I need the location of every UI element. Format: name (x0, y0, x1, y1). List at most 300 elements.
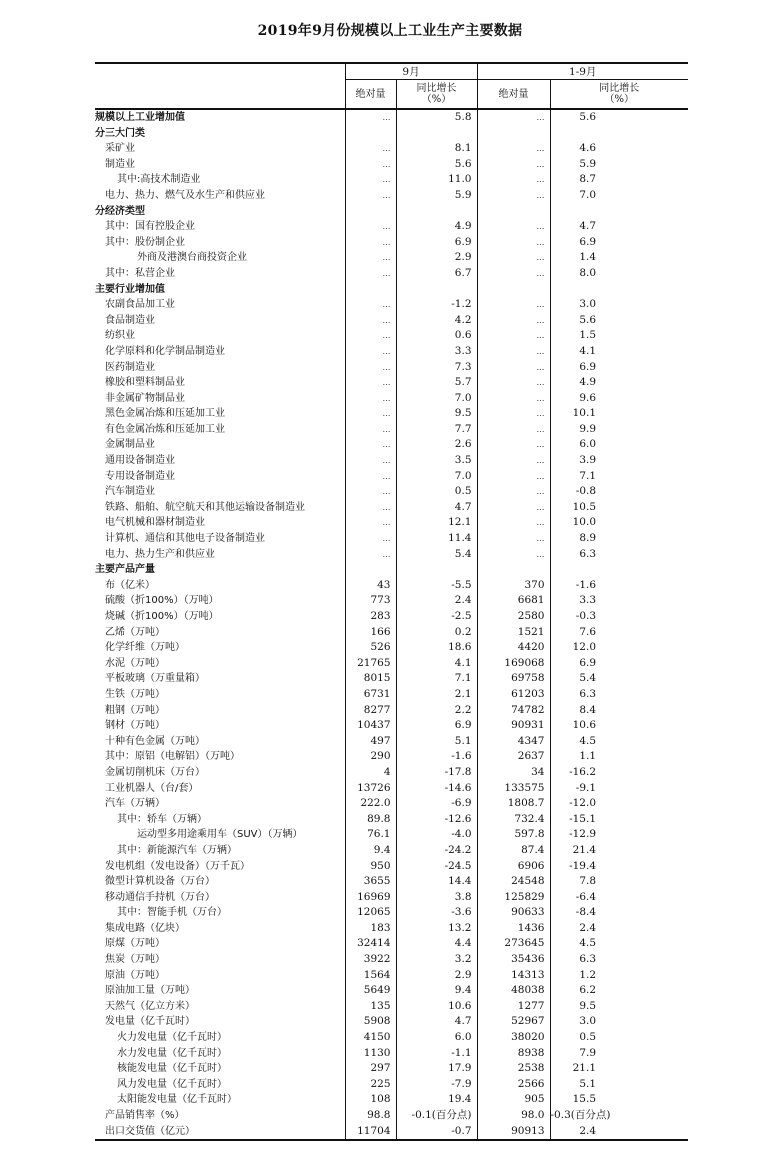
row-label: 布（亿米） (95, 578, 345, 594)
month-yoy: 4.9 (396, 219, 477, 235)
month-yoy: -3.6 (396, 905, 477, 921)
ytd-yoy: 4.9 (579, 376, 597, 389)
month-yoy (396, 282, 477, 298)
ytd-yoy: 6.2 (579, 984, 597, 997)
ytd-yoy: 7.9 (579, 1046, 597, 1059)
month-yoy: -6.9 (396, 796, 477, 812)
table-row (95, 235, 688, 251)
row-label: 出口交货值（亿元） (95, 1124, 345, 1141)
month-yoy: 18.6 (396, 640, 477, 656)
row-label: 食品制造业 (95, 313, 345, 329)
ytd-yoy: -6.4 (575, 890, 597, 903)
table-row (95, 843, 688, 859)
ytd-yoy: 7.8 (579, 875, 597, 888)
table-row (95, 453, 688, 469)
ytd-yoy: 4.6 (579, 142, 597, 155)
header-month-yoy (396, 80, 477, 110)
table-row (95, 344, 688, 360)
month-absolute: 43 (345, 578, 396, 594)
table-row (95, 687, 688, 703)
table-row (95, 983, 688, 999)
header-ytd-yoy (550, 80, 688, 110)
row-label: 太阳能发电量（亿千瓦时） (95, 1092, 345, 1108)
month-yoy: -4.0 (396, 827, 477, 843)
table-row (95, 484, 688, 500)
table-row (95, 531, 688, 547)
ytd-yoy: -0.3 (575, 610, 597, 622)
header-month: 9月 (345, 63, 477, 80)
table-row (95, 1108, 688, 1124)
ytd-absolute: … (477, 375, 550, 391)
month-yoy: 7.0 (396, 469, 477, 485)
month-absolute: 526 (345, 640, 396, 656)
ytd-yoy: 7.1 (579, 469, 597, 482)
page-title: 2019年9月份规模以上工业生产主要数据 (257, 23, 523, 39)
ytd-yoy (550, 204, 688, 220)
row-label: 火力发电量（亿千瓦时） (95, 1030, 345, 1046)
month-yoy: 0.2 (396, 625, 477, 641)
month-yoy: 17.9 (396, 1061, 477, 1077)
row-label: 发电机组（发电设备）（万千瓦） (95, 859, 345, 875)
month-absolute: 225 (345, 1077, 396, 1093)
ytd-absolute: 52967 (477, 1014, 550, 1030)
ytd-yoy: 21.1 (572, 1062, 597, 1075)
row-label: 其中：私营企业 (95, 266, 345, 282)
row-label: 橡胶和塑料制品业 (95, 375, 345, 391)
ytd-yoy: 8.0 (579, 266, 597, 279)
month-absolute: 5908 (345, 1014, 396, 1030)
ytd-yoy: 8.4 (579, 703, 597, 716)
ytd-absolute: … (477, 360, 550, 376)
month-yoy: 7.1 (396, 671, 477, 687)
ytd-yoy: 5.6 (579, 111, 597, 123)
ytd-yoy: 5.1 (579, 1077, 597, 1090)
table-row (95, 765, 688, 781)
ytd-absolute: 6681 (477, 593, 550, 609)
row-label: 汽车（万辆） (95, 796, 345, 812)
table-row (95, 204, 688, 220)
ytd-absolute: 2566 (477, 1077, 550, 1093)
ytd-absolute: 125829 (477, 890, 550, 906)
month-absolute: 11704 (345, 1124, 396, 1141)
month-yoy: -5.5 (396, 578, 477, 594)
month-absolute: 8277 (345, 703, 396, 719)
table-row (95, 921, 688, 937)
table-row (95, 827, 688, 843)
table-row (95, 999, 688, 1015)
ytd-yoy: 6.3 (579, 953, 597, 966)
table-row (95, 796, 688, 812)
month-yoy: 11.0 (396, 172, 477, 188)
month-yoy: 7.7 (396, 422, 477, 438)
row-label: 汽车制造业 (95, 484, 345, 500)
month-yoy: 2.4 (396, 593, 477, 609)
month-absolute: … (345, 469, 396, 485)
month-absolute: 98.8 (345, 1108, 396, 1124)
month-absolute: 108 (345, 1092, 396, 1108)
ytd-yoy: 6.3 (579, 547, 597, 560)
ytd-yoy: 10.5 (572, 500, 597, 513)
month-absolute: … (345, 531, 396, 547)
row-label: 主要产品产量 (95, 562, 345, 578)
month-absolute: … (345, 547, 396, 563)
row-label: 其中：智能手机（万台） (95, 905, 345, 921)
ytd-absolute: 34 (477, 765, 550, 781)
industrial-data-table (95, 62, 688, 1141)
table-row (95, 874, 688, 890)
month-absolute: … (345, 266, 396, 282)
ytd-yoy: 3.3 (579, 594, 597, 607)
table-row (95, 282, 688, 298)
ytd-absolute: 90913 (477, 1124, 550, 1141)
ytd-yoy: 3.9 (579, 454, 597, 467)
month-absolute: 12065 (345, 905, 396, 921)
ytd-absolute: … (477, 188, 550, 204)
ytd-yoy (550, 562, 688, 578)
month-yoy: -2.5 (396, 609, 477, 625)
month-absolute: 4 (345, 765, 396, 781)
ytd-absolute: 61203 (477, 687, 550, 703)
month-yoy: -7.9 (396, 1077, 477, 1093)
month-yoy: -14.6 (396, 781, 477, 797)
ytd-absolute: … (477, 422, 550, 438)
ytd-absolute: … (477, 172, 550, 188)
ytd-absolute: 1436 (477, 921, 550, 937)
ytd-absolute: … (477, 453, 550, 469)
row-label: 钢材（万吨） (95, 718, 345, 734)
table-row (95, 266, 688, 282)
month-absolute: … (345, 406, 396, 422)
ytd-yoy: -15.1 (569, 812, 597, 825)
ytd-absolute: 90633 (477, 905, 550, 921)
month-absolute: 21765 (345, 656, 396, 672)
ytd-yoy: 5.4 (579, 672, 597, 685)
month-absolute: 183 (345, 921, 396, 937)
month-absolute: … (345, 172, 396, 188)
month-absolute (345, 562, 396, 578)
month-absolute: 3655 (345, 874, 396, 890)
row-label: 分三大门类 (95, 126, 345, 142)
month-absolute: … (345, 328, 396, 344)
ytd-absolute: … (477, 157, 550, 173)
ytd-absolute: … (477, 141, 550, 157)
table-row (95, 328, 688, 344)
month-yoy: 2.6 (396, 437, 477, 453)
month-yoy: 0.5 (396, 484, 477, 500)
ytd-absolute: … (477, 297, 550, 313)
table-row (95, 578, 688, 594)
month-absolute: … (345, 141, 396, 157)
ytd-absolute: 4420 (477, 640, 550, 656)
row-label: 电力、热力、燃气及水生产和供应业 (95, 188, 345, 204)
ytd-absolute: 8938 (477, 1046, 550, 1062)
month-yoy: 3.2 (396, 952, 477, 968)
ytd-yoy: -0.8 (575, 485, 597, 498)
ytd-absolute: … (477, 250, 550, 266)
row-label: 非金属矿物制品业 (95, 391, 345, 407)
ytd-absolute (477, 126, 550, 142)
month-absolute: 297 (345, 1061, 396, 1077)
table-row (95, 734, 688, 750)
table-row (95, 1077, 688, 1093)
row-label: 外商及港澳台商投资企业 (95, 250, 345, 266)
month-yoy: -1.2 (396, 297, 477, 313)
ytd-absolute: 90931 (477, 718, 550, 734)
row-label: 制造业 (95, 157, 345, 173)
ytd-yoy (550, 126, 688, 142)
month-absolute: … (345, 188, 396, 204)
header-month-abs: 绝对量 (345, 80, 396, 110)
month-absolute: … (345, 500, 396, 516)
ytd-yoy: -0.3(百分点) (550, 1109, 611, 1121)
ytd-yoy: 6.9 (579, 360, 597, 373)
table-row (95, 905, 688, 921)
month-absolute: … (345, 313, 396, 329)
month-absolute: … (345, 375, 396, 391)
month-absolute: 290 (345, 749, 396, 765)
ytd-absolute: 2580 (477, 609, 550, 625)
header-ytd: 1-9月 (477, 63, 688, 80)
ytd-yoy: -12.9 (569, 828, 597, 841)
month-yoy: 6.0 (396, 1030, 477, 1046)
ytd-yoy: 15.5 (572, 1093, 597, 1106)
month-absolute: … (345, 250, 396, 266)
ytd-absolute: … (477, 313, 550, 329)
table-row (95, 391, 688, 407)
month-absolute (345, 126, 396, 142)
ytd-yoy: 2.4 (550, 1124, 688, 1141)
ytd-absolute: 35436 (477, 952, 550, 968)
ytd-absolute: … (477, 235, 550, 251)
yoy-unit: （%） (604, 94, 635, 105)
month-yoy: 4.1 (396, 656, 477, 672)
row-label: 发电量（亿千瓦时） (95, 1014, 345, 1030)
table-row (95, 968, 688, 984)
table-row (95, 360, 688, 376)
ytd-absolute: 14313 (477, 968, 550, 984)
ytd-absolute: 2538 (477, 1061, 550, 1077)
ytd-yoy: 4.1 (579, 344, 597, 357)
month-yoy: -0.7 (396, 1124, 477, 1141)
ytd-absolute: … (477, 484, 550, 500)
row-label: 硫酸（折100%）（万吨） (95, 593, 345, 609)
month-yoy: 4.7 (396, 500, 477, 516)
item-column-header (95, 63, 345, 109)
month-absolute: … (345, 235, 396, 251)
ytd-yoy: 10.1 (572, 407, 597, 420)
row-label: 其中:高技术制造业 (95, 172, 345, 188)
ytd-absolute: … (477, 547, 550, 563)
month-absolute: 16969 (345, 890, 396, 906)
month-yoy: -1.6 (396, 749, 477, 765)
table-row (95, 1046, 688, 1062)
ytd-yoy: 1.5 (579, 329, 597, 342)
ytd-absolute: … (477, 391, 550, 407)
row-label: 十种有色金属（万吨） (95, 734, 345, 750)
month-yoy: 13.2 (396, 921, 477, 937)
row-label: 金属切削机床（万台） (95, 765, 345, 781)
row-label: 产品销售率（%） (95, 1108, 345, 1124)
month-absolute: 283 (345, 609, 396, 625)
month-absolute: 8015 (345, 671, 396, 687)
month-yoy: 2.9 (396, 250, 477, 266)
month-yoy: 10.6 (396, 999, 477, 1015)
month-absolute: 1130 (345, 1046, 396, 1062)
row-label: 医药制造业 (95, 360, 345, 376)
ytd-absolute: 597.8 (477, 827, 550, 843)
month-yoy: 12.1 (396, 515, 477, 531)
month-absolute: … (345, 344, 396, 360)
month-absolute: … (345, 515, 396, 531)
month-yoy: 3.3 (396, 344, 477, 360)
table-row (95, 859, 688, 875)
ytd-absolute: 2637 (477, 749, 550, 765)
ytd-yoy: 9.6 (579, 391, 597, 404)
month-absolute: 9.4 (345, 843, 396, 859)
row-label: 化学纤维（万吨） (95, 640, 345, 656)
table-row (95, 109, 688, 126)
table-row (95, 812, 688, 828)
ytd-yoy: -19.4 (569, 859, 597, 872)
month-absolute: … (345, 157, 396, 173)
row-label: 核能发电量（亿千瓦时） (95, 1061, 345, 1077)
table-row (95, 625, 688, 641)
ytd-absolute: … (477, 328, 550, 344)
month-yoy: 11.4 (396, 531, 477, 547)
month-absolute (345, 282, 396, 298)
month-absolute: 1564 (345, 968, 396, 984)
ytd-yoy: 1.1 (579, 750, 597, 763)
month-absolute: 222.0 (345, 796, 396, 812)
table-row (95, 547, 688, 563)
row-label: 工业机器人（台/套） (95, 781, 345, 797)
month-yoy: 4.4 (396, 936, 477, 952)
month-yoy (396, 126, 477, 142)
table-row (95, 375, 688, 391)
month-yoy: 8.1 (396, 141, 477, 157)
row-label: 运动型多用途乘用车（SUV）（万辆） (95, 827, 345, 843)
table-row (95, 172, 688, 188)
ytd-yoy: 12.0 (572, 641, 597, 654)
month-yoy: 4.2 (396, 313, 477, 329)
ytd-absolute: … (477, 344, 550, 360)
ytd-yoy: 9.9 (579, 422, 597, 435)
row-label: 金属制品业 (95, 437, 345, 453)
month-yoy: 7.0 (396, 391, 477, 407)
table-row (95, 1014, 688, 1030)
month-yoy: -24.2 (396, 843, 477, 859)
row-label: 主要行业增加值 (95, 282, 345, 298)
ytd-yoy: -1.6 (575, 578, 597, 591)
month-absolute: 135 (345, 999, 396, 1015)
month-yoy: 5.4 (396, 547, 477, 563)
month-absolute: 950 (345, 859, 396, 875)
ytd-yoy: 2.4 (579, 921, 597, 934)
month-yoy: -0.1(百分点) (396, 1108, 477, 1124)
ytd-yoy: 6.9 (579, 235, 597, 248)
table-row (95, 1030, 688, 1046)
table-row (95, 890, 688, 906)
ytd-yoy: 3.0 (579, 298, 597, 311)
month-yoy: -24.5 (396, 859, 477, 875)
month-absolute: 10437 (345, 718, 396, 734)
ytd-absolute: … (477, 469, 550, 485)
month-absolute: … (345, 219, 396, 235)
ytd-absolute: 169068 (477, 656, 550, 672)
row-label: 其中：新能源汽车（万辆） (95, 843, 345, 859)
table-row (95, 936, 688, 952)
month-yoy: 0.6 (396, 328, 477, 344)
table-row (95, 952, 688, 968)
table-row (95, 157, 688, 173)
table-row (95, 250, 688, 266)
row-label: 天然气（亿立方米） (95, 999, 345, 1015)
row-label: 微型计算机设备（万台） (95, 874, 345, 890)
month-yoy: 9.5 (396, 406, 477, 422)
month-absolute: 5649 (345, 983, 396, 999)
ytd-absolute: 98.0 (477, 1108, 550, 1124)
ytd-yoy: 8.9 (579, 532, 597, 545)
row-label: 电力、热力生产和供应业 (95, 547, 345, 563)
table-row (95, 781, 688, 797)
ytd-absolute: 732.4 (477, 812, 550, 828)
ytd-absolute: 1277 (477, 999, 550, 1015)
yoy-unit: （%） (421, 94, 452, 105)
table-body (95, 109, 688, 1140)
ytd-yoy: 21.4 (572, 843, 597, 856)
table-row (95, 297, 688, 313)
table-row (95, 1124, 688, 1141)
ytd-yoy: 5.9 (579, 157, 597, 170)
month-yoy: 7.3 (396, 360, 477, 376)
ytd-absolute: 48038 (477, 983, 550, 999)
month-yoy: 14.4 (396, 874, 477, 890)
month-yoy: 2.2 (396, 703, 477, 719)
table-row (95, 422, 688, 438)
ytd-absolute: … (477, 437, 550, 453)
table-row (95, 703, 688, 719)
month-absolute: … (345, 360, 396, 376)
row-label: 水力发电量（亿千瓦时） (95, 1046, 345, 1062)
ytd-yoy: 1.4 (579, 251, 597, 264)
ytd-yoy: -9.1 (575, 781, 597, 794)
ytd-yoy: -12.0 (569, 797, 597, 810)
table-row (95, 671, 688, 687)
table-row (95, 515, 688, 531)
month-yoy: -1.1 (396, 1046, 477, 1062)
ytd-yoy: 10.6 (572, 719, 597, 732)
row-label: 水泥（万吨） (95, 656, 345, 672)
table-row (95, 1092, 688, 1108)
row-label: 专用设备制造业 (95, 469, 345, 485)
ytd-yoy: 9.5 (579, 999, 597, 1012)
month-yoy: 2.9 (396, 968, 477, 984)
ytd-absolute: … (477, 515, 550, 531)
row-label: 通用设备制造业 (95, 453, 345, 469)
month-yoy: 6.9 (396, 718, 477, 734)
month-yoy: 5.7 (396, 375, 477, 391)
ytd-absolute: 24548 (477, 874, 550, 890)
row-label: 乙烯（万吨） (95, 625, 345, 641)
ytd-yoy: 0.5 (579, 1031, 597, 1044)
row-label: 分经济类型 (95, 204, 345, 220)
row-label: 其中：国有控股企业 (95, 219, 345, 235)
ytd-yoy: 6.3 (579, 687, 597, 700)
yoy-label: 同比增长 (416, 83, 457, 94)
table-row (95, 219, 688, 235)
month-absolute: 89.8 (345, 812, 396, 828)
row-label: 生铁（万吨） (95, 687, 345, 703)
